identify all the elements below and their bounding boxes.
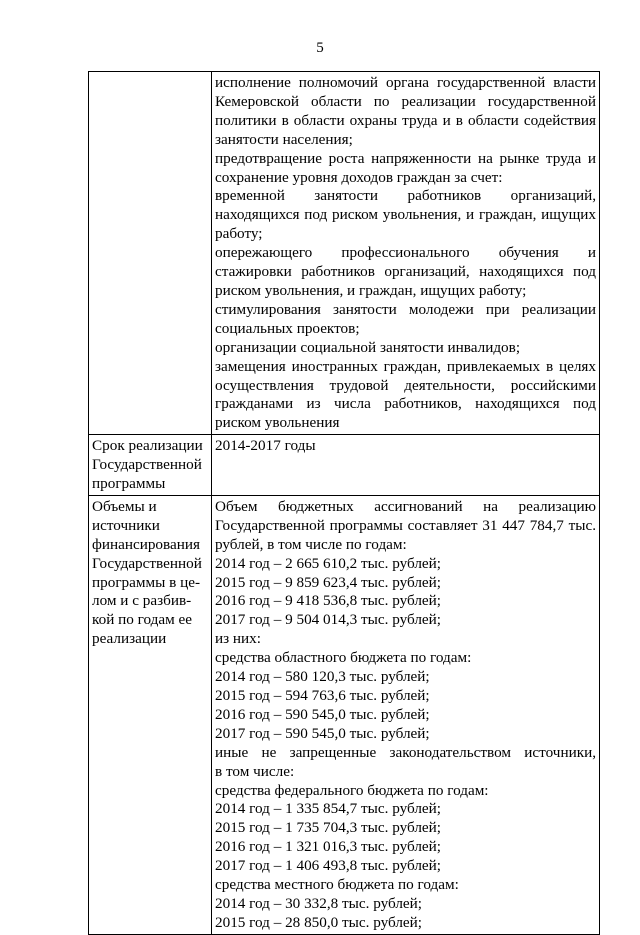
- text-line: находящихся под риском увольнения, и граждан, ищущих: [215, 206, 596, 224]
- text-line: опережающего профессионального обучения и: [215, 244, 596, 262]
- row-label-line: лом и с разбив-: [92, 592, 192, 610]
- text-line: риском увольнения, и граждан, ищущих работу;: [215, 281, 527, 299]
- text-line: иные не запрещенные законодательством источники,: [215, 743, 596, 761]
- text-line: рублей, в том числе по годам:: [215, 535, 407, 553]
- text-line: стимулирования занятости молодежи при реализации: [215, 300, 596, 318]
- row-label-line: Государственной: [92, 554, 202, 572]
- table-row-funding: [89, 495, 600, 934]
- row-label-line: Срок реализации: [92, 437, 203, 455]
- text-line: 2015 год – 1 735 704,3 тыс. рублей;: [215, 819, 442, 837]
- text-line: Объем бюджетных ассигнований на реализацию: [215, 497, 596, 515]
- text-line: 2014 год – 2 665 610,2 тыс. рублей;: [215, 554, 442, 572]
- text-line: организации социальной занятости инвалидов;: [215, 338, 521, 356]
- table-row-objectives: [89, 72, 600, 435]
- text-line: осуществления трудовой деятельности, российскими: [215, 376, 596, 394]
- row-label-line: реализации: [92, 630, 167, 648]
- text-line: 2015 год – 28 850,0 тыс. рублей;: [215, 913, 423, 931]
- text-line: 2015 год – 594 763,6 тыс. рублей;: [215, 687, 430, 704]
- text-line: 2016 год – 9 418 536,8 тыс. рублей;: [215, 592, 442, 610]
- table-row-implementation-period: [89, 435, 600, 496]
- text-line: 2017 год – 1 406 493,8 тыс. рублей;: [215, 857, 442, 875]
- row-label-line: финансирования: [92, 535, 200, 553]
- text-line: 2017 год – 590 545,0 тыс. рублей;: [215, 724, 430, 742]
- row-label-line: программы: [92, 475, 166, 493]
- text-line: политики в области охраны труда и в области содействия: [215, 111, 596, 129]
- row-label-line: кой по годам ее: [92, 611, 193, 629]
- row-label-cell: [89, 495, 212, 934]
- text-line: из них:: [215, 630, 261, 648]
- row-label-cell: [89, 435, 212, 496]
- text-line: средства областного бюджета по годам:: [215, 649, 472, 667]
- row-label-line: Государственной: [92, 456, 202, 474]
- row-label-cell: [89, 72, 212, 435]
- text-line: стажировки работников организаций, находящихся под: [215, 263, 596, 281]
- row-label-line: источники: [92, 516, 160, 534]
- text-line: 2017 год – 9 504 014,3 тыс. рублей;: [215, 611, 442, 629]
- text-line: риском увольнения: [215, 414, 340, 432]
- text-line: 2014-2017 годы: [215, 437, 316, 455]
- text-line: 2014 год – 1 335 854,7 тыс. рублей;: [215, 800, 442, 818]
- row-content-cell: [212, 435, 600, 496]
- text-line: временной занятости работников организаций,: [215, 187, 596, 205]
- text-line: средства федерального бюджета по годам:: [215, 781, 489, 799]
- program-passport-table: [88, 71, 600, 935]
- text-line: средства местного бюджета по годам:: [215, 876, 459, 894]
- text-line: работу;: [215, 225, 263, 243]
- text-line: предотвращение роста напряженности на рынке труда и: [215, 149, 596, 167]
- row-label-line: Объемы и: [92, 497, 157, 515]
- text-line: 2016 год – 590 545,0 тыс. рублей;: [215, 705, 430, 723]
- text-line: замещения иностранных граждан, привлекаемых в целях: [215, 357, 596, 375]
- text-line: Государственной программы составляет 31 447 784,7 тыс.: [215, 516, 596, 534]
- text-line: занятости населения;: [215, 130, 353, 148]
- text-line: 2014 год – 580 120,3 тыс. рублей;: [215, 668, 430, 686]
- text-line: социальных проектов;: [215, 319, 360, 337]
- text-line: 2014 год – 30 332,8 тыс. рублей;: [215, 894, 423, 912]
- row-content-cell: [212, 495, 600, 934]
- text-line: исполнение полномочий органа государственной власти: [215, 74, 596, 91]
- text-line: Кемеровской области по реализации государственной: [215, 92, 596, 110]
- row-label-line: программы в це-: [92, 573, 200, 591]
- text-line: 2016 год – 1 321 016,3 тыс. рублей;: [215, 838, 442, 856]
- text-line: гражданами из числа работников, находящихся под: [215, 395, 596, 413]
- text-line: 2015 год – 9 859 623,4 тыс. рублей;: [215, 573, 442, 591]
- text-line: в том числе:: [215, 762, 295, 780]
- text-line: сохранение уровня доходов граждан за счет:: [215, 168, 503, 186]
- page-number: 5: [316, 40, 324, 56]
- row-content-cell: [212, 72, 600, 435]
